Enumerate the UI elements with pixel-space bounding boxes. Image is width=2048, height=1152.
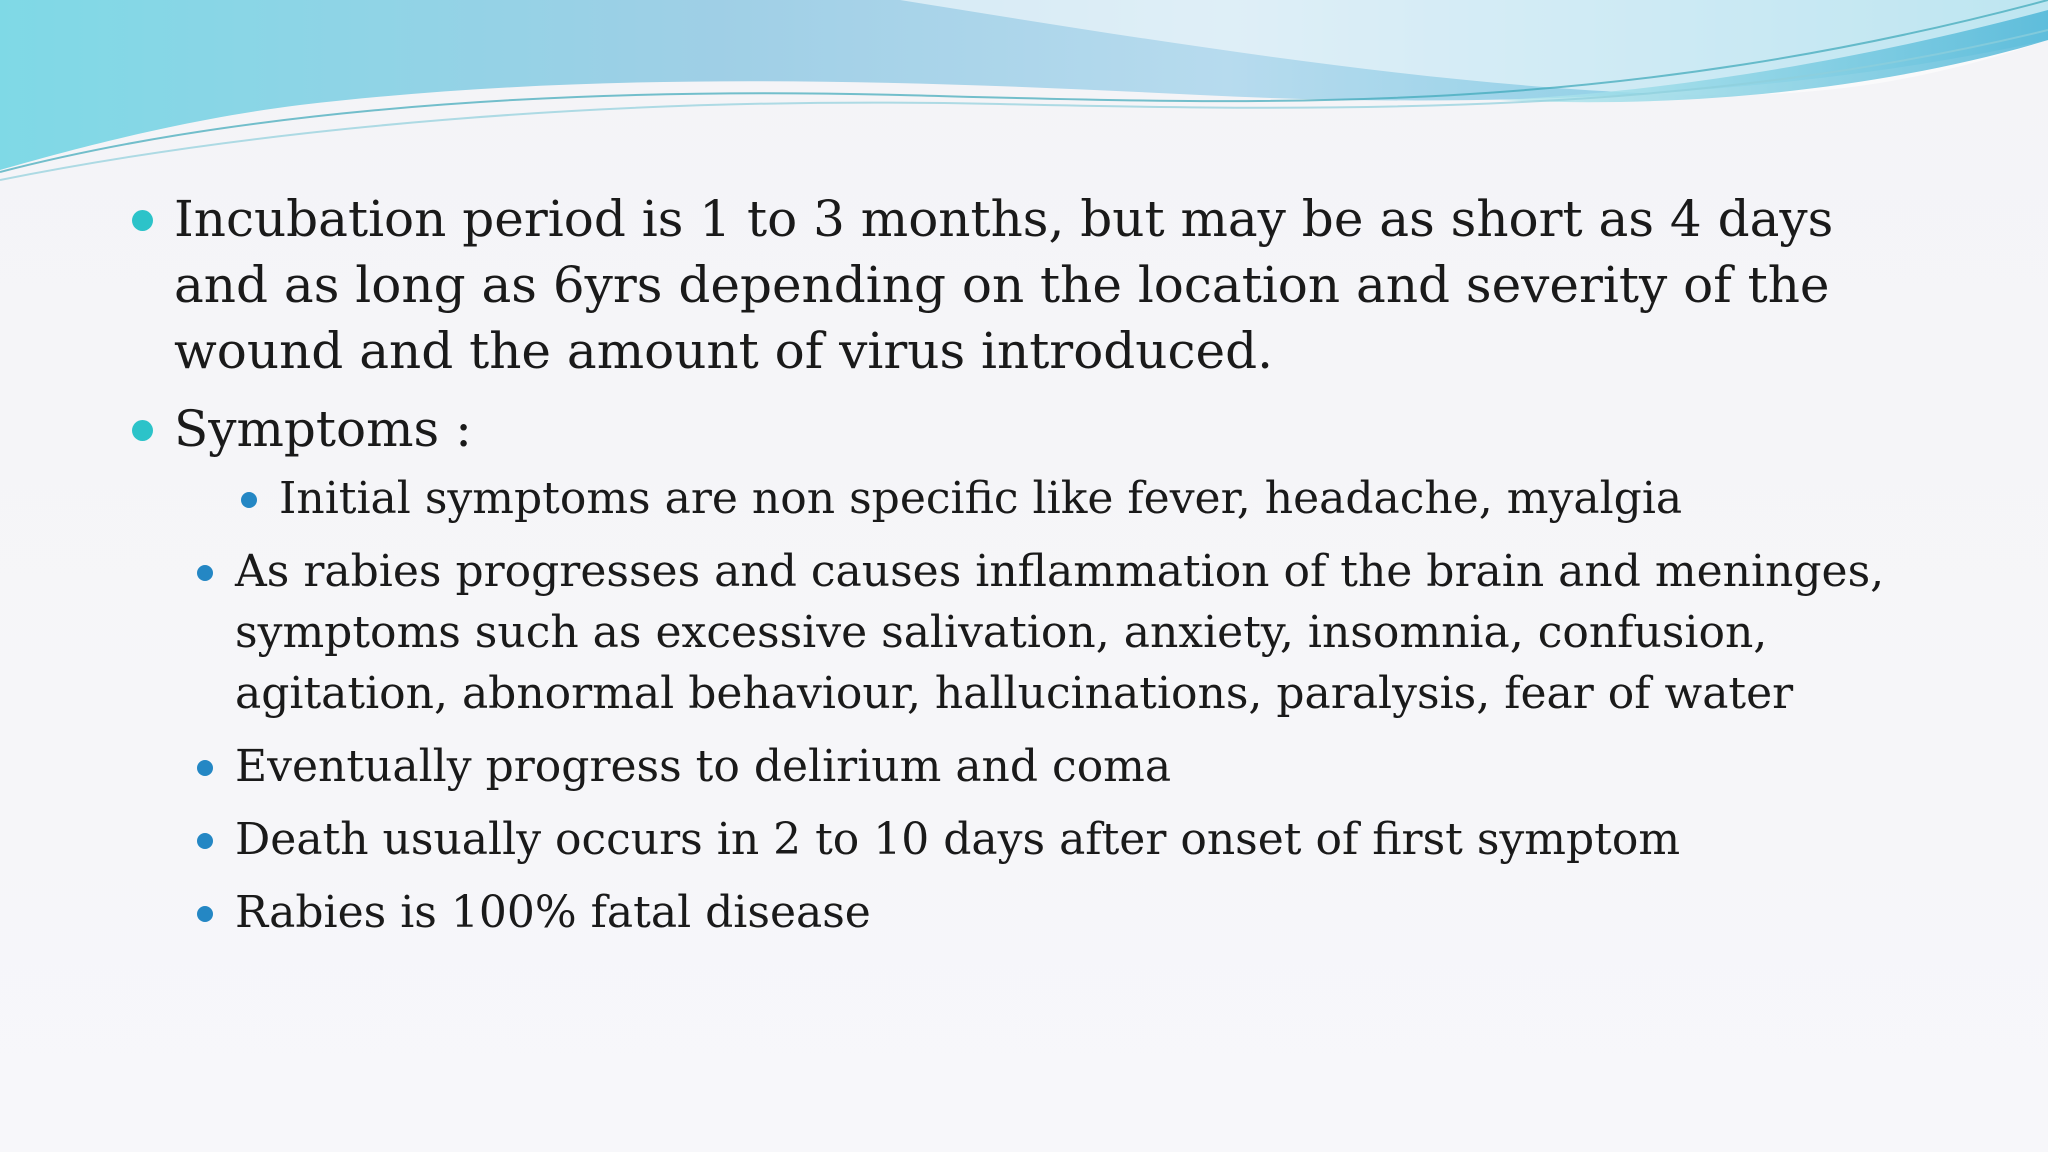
sub-bullet-dot-icon — [197, 833, 213, 849]
bullet-symptoms — [130, 396, 1940, 943]
sub-bullet-fatal — [130, 882, 1940, 943]
sub-bullet-death — [130, 809, 1940, 870]
sub-bullet-dot-icon — [197, 906, 213, 922]
sub-bullet-initial-symptoms — [174, 468, 1940, 529]
bullet-dot-icon — [132, 420, 153, 441]
symptoms-sub-list — [174, 468, 1940, 943]
sub-bullet-dot-icon — [241, 492, 257, 508]
bullet-text: Symptoms : — [174, 400, 472, 458]
sub-bullet-text: Rabies is 100% fatal disease — [235, 887, 871, 938]
sub-bullet-dot-icon — [197, 565, 213, 581]
bullet-list — [130, 186, 1940, 943]
bullet-text: Incubation period is 1 to 3 months, but may be as short as 4 days and as long as 6yrs depending on the location and severity of the wound and the amount of virus introduced. — [174, 190, 1834, 380]
bullet-dot-icon — [132, 210, 153, 231]
sub-bullet-text: Death usually occurs in 2 to 10 days after onset of first symptom — [235, 814, 1681, 865]
sub-bullet-text: Eventually progress to delirium and coma — [235, 741, 1172, 792]
slide-content — [130, 186, 1940, 955]
sub-bullet-text: Initial symptoms are non specific like fever, headache, myalgia — [279, 473, 1683, 524]
bullet-incubation-period — [130, 186, 1940, 384]
sub-bullet-delirium-coma — [130, 736, 1940, 797]
sub-bullet-progression — [130, 541, 1940, 724]
sub-bullet-dot-icon — [197, 760, 213, 776]
header-wave-decoration — [0, 0, 2048, 200]
sub-bullet-text: As rabies progresses and causes inflammation of the brain and meninges, symptoms such as excessive salivation, anxiety, insomnia, confusion, agitation, abnormal behaviour, hallucinations, paralysis, fear of water — [235, 546, 1885, 719]
